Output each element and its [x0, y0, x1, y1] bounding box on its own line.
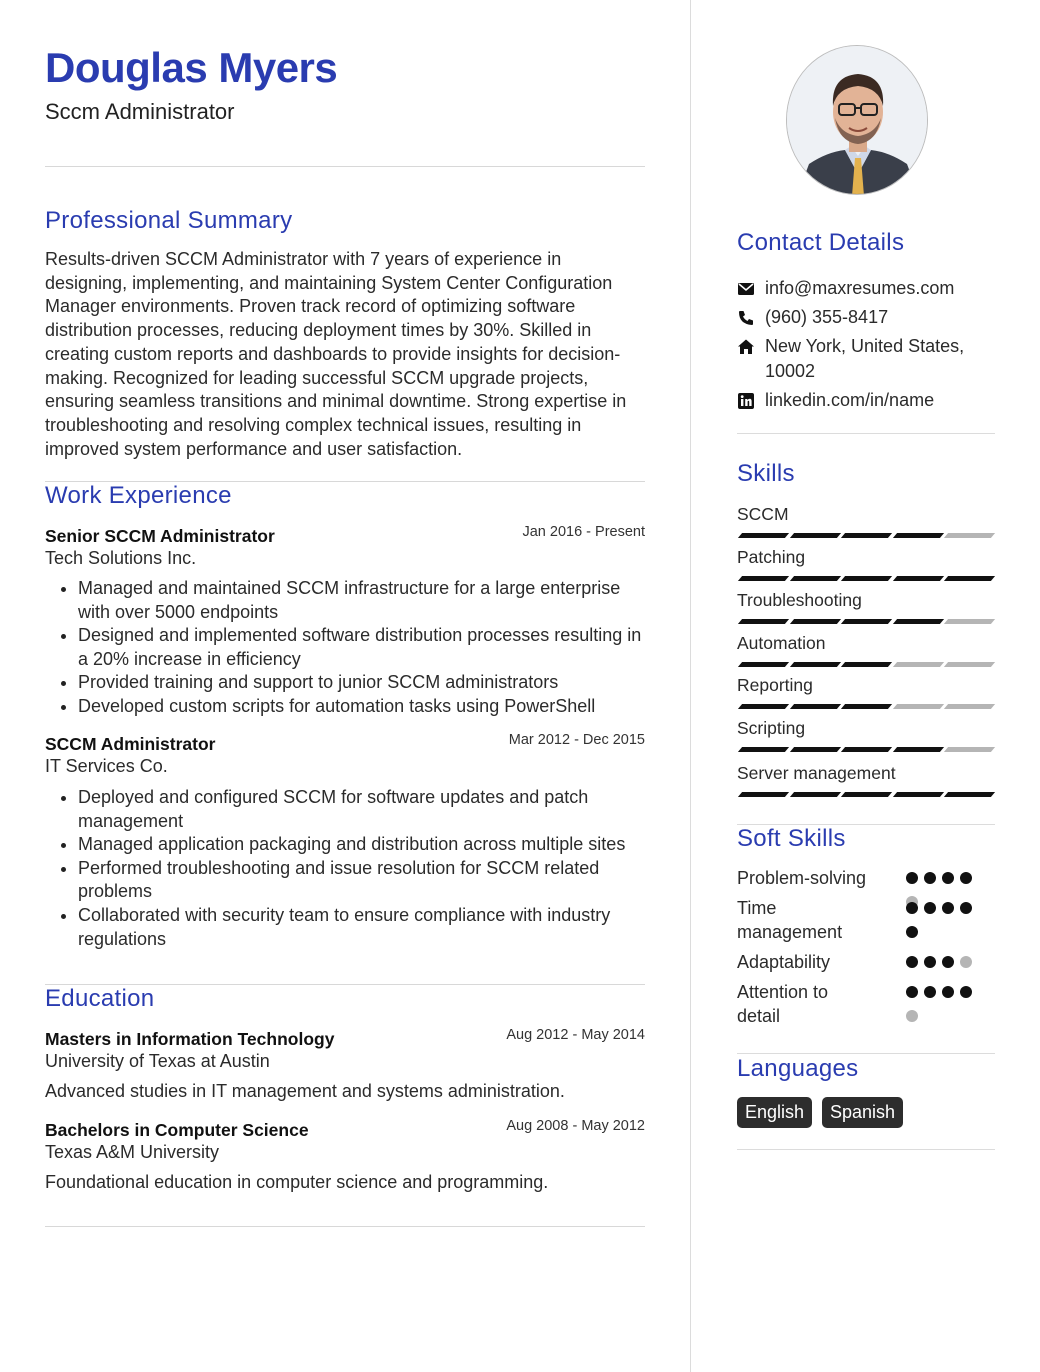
education-heading: Education: [45, 985, 155, 1012]
skills-heading: Skills: [737, 460, 795, 487]
skill-level-segment: [892, 619, 943, 624]
skill-level-segment: [789, 619, 840, 624]
skill-level-segment: [738, 704, 789, 709]
skill-level-segment: [738, 792, 789, 797]
job-company: Tech Solutions Inc.: [45, 548, 197, 568]
skill-level-segment: [738, 533, 789, 538]
rating-dot: [924, 956, 936, 968]
skill-level-segment: [789, 662, 840, 667]
rating-dot: [942, 986, 954, 998]
language-tag: English: [737, 1097, 812, 1128]
skill-level-segment: [789, 704, 840, 709]
soft-skill-name: Attention to detail: [737, 982, 829, 1026]
skill-level-segment: [738, 747, 789, 752]
degree-title: Masters in Information Technology: [45, 1029, 335, 1049]
skill-level-bar: [738, 576, 994, 581]
job-bullet: Designed and implemented software distribution processes resulting in a 20% increase in efficiency: [78, 624, 648, 671]
skill-level-bar: [738, 533, 994, 538]
phone-icon: [737, 309, 755, 327]
job-bullet: Managed application packaging and distribution across multiple sites: [78, 833, 648, 857]
skill-level-segment: [944, 619, 995, 624]
degree-dates: Aug 2008 - May 2012: [506, 1118, 645, 1134]
skill-name: Server management: [737, 763, 896, 783]
skill-level-segment: [892, 576, 943, 581]
education-divider: [45, 1226, 645, 1227]
rating-dot: [942, 902, 954, 914]
rating-dot: [906, 1010, 918, 1022]
skill-name: Troubleshooting: [737, 590, 862, 610]
profile-photo-illustration: [787, 46, 928, 195]
languages-divider: [737, 1149, 995, 1150]
skill-level-segment: [841, 792, 892, 797]
candidate-title: Sccm Administrator: [45, 99, 235, 124]
language-tag: Spanish: [822, 1097, 903, 1128]
rating-dot: [924, 902, 936, 914]
degree-dates: Aug 2012 - May 2014: [506, 1027, 645, 1043]
rating-dot: [960, 902, 972, 914]
summary-heading: Professional Summary: [45, 207, 293, 234]
skill-name: Reporting: [737, 675, 813, 695]
skill-level-segment: [841, 533, 892, 538]
degree-description: Foundational education in computer science and programming.: [45, 1172, 549, 1192]
job-role: SCCM Administrator: [45, 734, 216, 754]
profile-photo: [786, 45, 928, 195]
skill-level-segment: [738, 619, 789, 624]
candidate-name: Douglas Myers: [45, 44, 338, 91]
languages-heading: Languages: [737, 1055, 859, 1082]
skill-level-segment: [789, 533, 840, 538]
skill-level-bar: [738, 662, 994, 667]
job-dates: Mar 2012 - Dec 2015: [508, 732, 645, 748]
contact-divider: [737, 433, 995, 434]
soft-skill-name: Time management: [737, 898, 843, 942]
skill-name: SCCM: [737, 504, 789, 524]
school-name: University of Texas at Austin: [45, 1051, 270, 1071]
skill-level-bar: [738, 792, 994, 797]
skill-level-segment: [738, 576, 789, 581]
skill-level-segment: [892, 704, 943, 709]
experience-heading: Work Experience: [45, 482, 232, 509]
skill-level-segment: [892, 662, 943, 667]
skill-level-bar: [738, 619, 994, 624]
job-bullet: Performed troubleshooting and issue resolution for SCCM related problems: [78, 857, 648, 904]
job-bullet: Developed custom scripts for automation tasks using PowerShell: [78, 695, 648, 719]
job-bullet: Managed and maintained SCCM infrastructure for a large enterprise with over 5000 endpoints: [78, 577, 648, 624]
soft-skills-divider: [737, 1053, 995, 1054]
rating-dot: [906, 926, 918, 938]
rating-dot: [960, 986, 972, 998]
skill-name: Automation: [737, 633, 826, 653]
job-dates: Jan 2016 - Present: [522, 524, 645, 540]
job-bullet: Collaborated with security team to ensure compliance with industry regulations: [78, 904, 648, 951]
skill-level-segment: [738, 662, 789, 667]
rating-dot: [942, 956, 954, 968]
skill-level-segment: [944, 792, 995, 797]
soft-skill-name: Adaptability: [737, 952, 831, 972]
contact-phone-text: (960) 355-8417: [765, 307, 889, 327]
contact-email-text: info@maxresumes.com: [765, 278, 955, 298]
rating-dot: [906, 986, 918, 998]
skill-level-segment: [892, 533, 943, 538]
soft-skills-heading: Soft Skills: [737, 825, 846, 852]
skill-level-segment: [944, 747, 995, 752]
job-bullets: [78, 577, 648, 719]
rating-dot: [906, 956, 918, 968]
skill-level-bar: [738, 704, 994, 709]
skill-name: Patching: [737, 547, 806, 567]
job-role: Senior SCCM Administrator: [45, 526, 275, 546]
skill-level-segment: [789, 792, 840, 797]
skill-level-segment: [789, 576, 840, 581]
job-bullet: Provided training and support to junior SCCM administrators: [78, 671, 648, 695]
skill-level-segment: [944, 662, 995, 667]
rating-dot: [960, 956, 972, 968]
header-divider: [45, 166, 645, 167]
column-divider: [690, 0, 691, 1372]
contact-heading: Contact Details: [737, 229, 905, 256]
skill-level-segment: [944, 704, 995, 709]
degree-description: Advanced studies in IT management and systems administration.: [45, 1081, 565, 1101]
soft-skill-name: Problem-solving: [737, 868, 867, 888]
skill-level-segment: [841, 704, 892, 709]
rating-dot: [924, 986, 936, 998]
skill-level-segment: [944, 576, 995, 581]
skill-level-segment: [841, 747, 892, 752]
home-icon: [737, 338, 755, 356]
linkedin-icon: [737, 392, 755, 410]
summary-text: Results-driven SCCM Administrator with 7 years of experience in designing, implementing, and maintaining System Center Configuration Manager environments. Proven track record of optimizing software distribution processes, reducing deployment times by 30%. Skilled in creating custom reports and dashboards to provide insights for decision-making. Recognized for leading successful SCCM upgrade projects, ensuring seamless transitions and minimal downtime. Strong expertise in troubleshooting and resolving complex technical issues, resulting in improved system performance and user satisfaction.: [45, 249, 627, 459]
job-bullets: [78, 786, 648, 951]
rating-dot: [906, 872, 918, 884]
contact-linkedin-text: linkedin.com/in/name: [765, 390, 935, 410]
job-company: IT Services Co.: [45, 756, 168, 776]
skill-level-bar: [738, 747, 994, 752]
rating-dot: [906, 902, 918, 914]
rating-dot: [924, 872, 936, 884]
skill-level-segment: [892, 747, 943, 752]
skill-name: Scripting: [737, 718, 806, 738]
envelope-icon: [737, 280, 755, 298]
skill-level-segment: [944, 533, 995, 538]
rating-dot: [942, 872, 954, 884]
contact-address-text: New York, United States, 10002: [765, 336, 965, 381]
rating-dot: [960, 872, 972, 884]
skill-level-segment: [789, 747, 840, 752]
skill-level-segment: [841, 576, 892, 581]
job-bullet: Deployed and configured SCCM for software updates and patch management: [78, 786, 648, 833]
school-name: Texas A&M University: [45, 1142, 220, 1162]
skill-level-segment: [841, 619, 892, 624]
degree-title: Bachelors in Computer Science: [45, 1120, 309, 1140]
skill-level-segment: [841, 662, 892, 667]
skill-level-segment: [892, 792, 943, 797]
